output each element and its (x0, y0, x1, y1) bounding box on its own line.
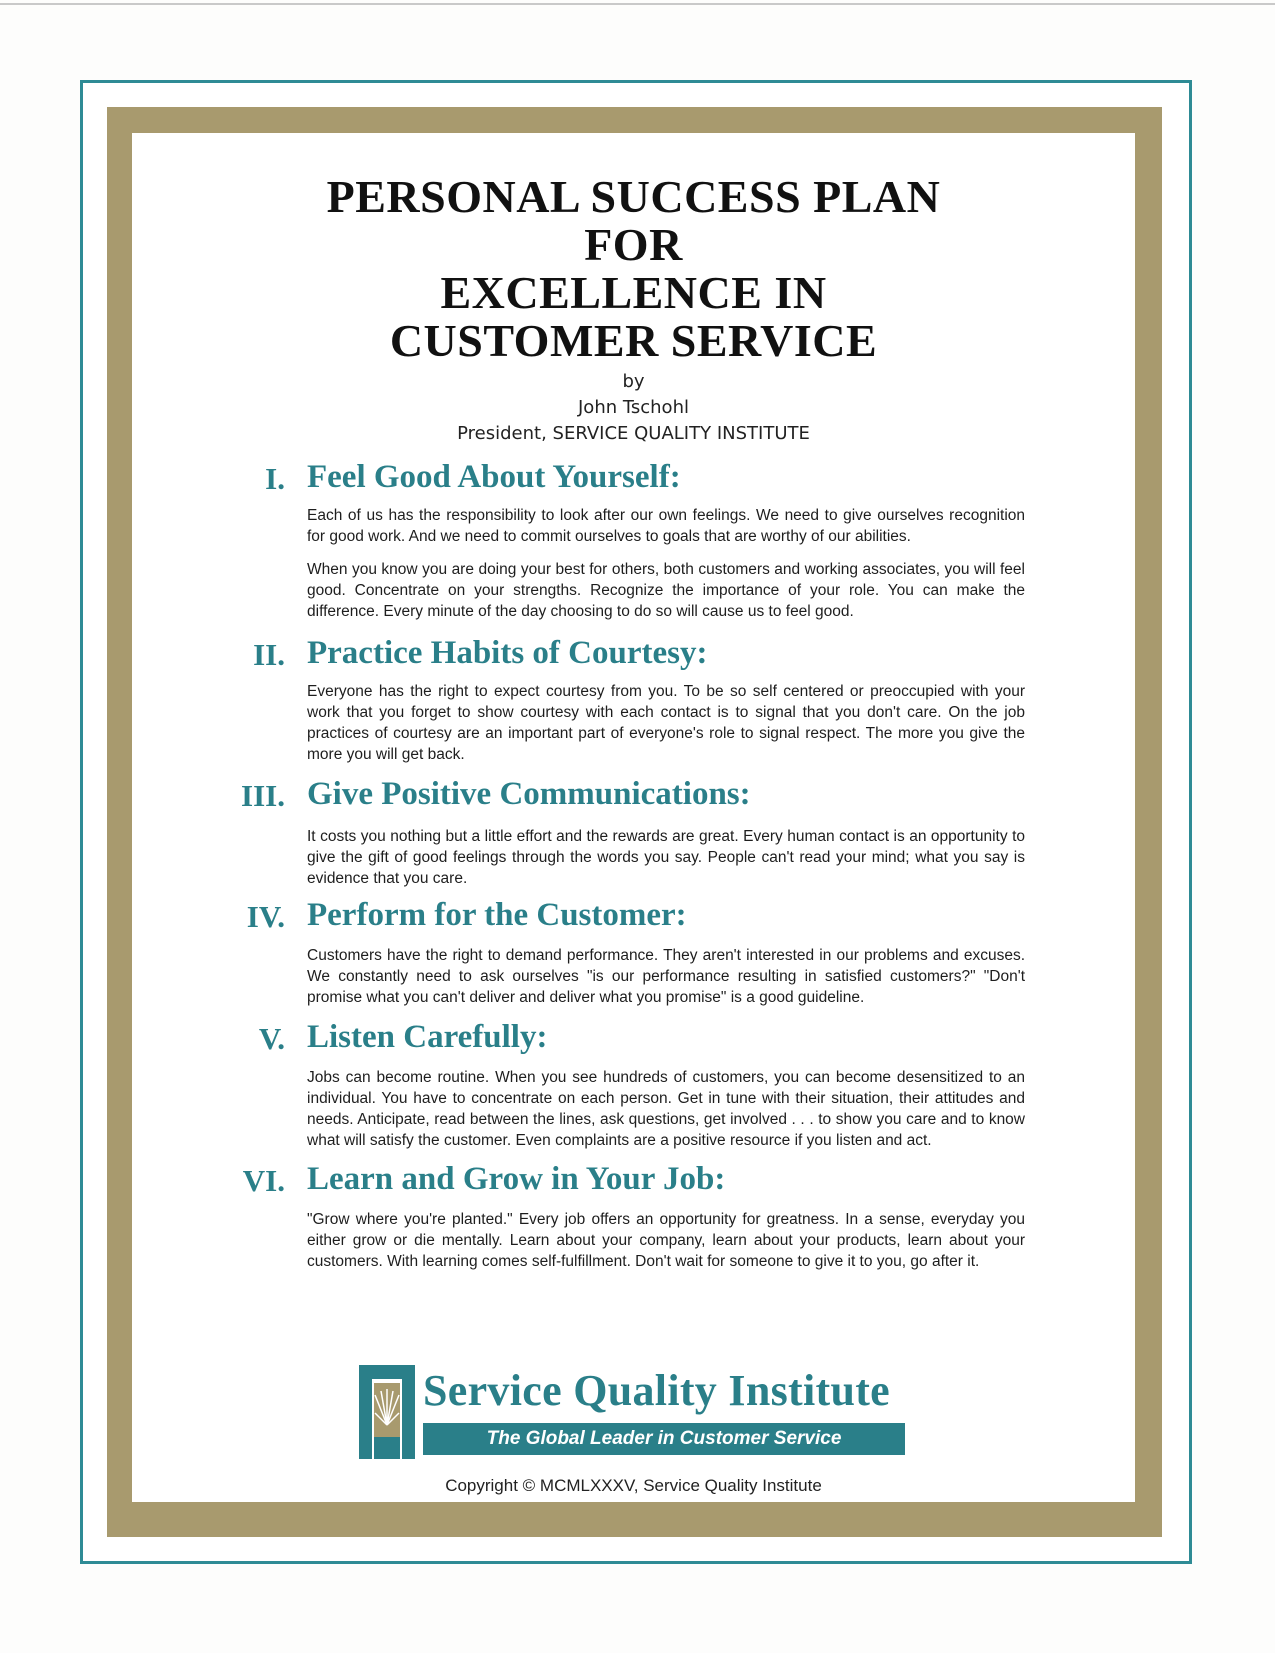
section-numeral: V. (258, 1021, 285, 1056)
logo-tagline: The Global Leader in Customer Service (423, 1423, 905, 1455)
author-role: President, SERVICE QUALITY INSTITUTE (457, 423, 810, 444)
service-quality-institute-logo (357, 1365, 917, 1465)
section-heading: Practice Habits of Courtesy: (307, 635, 708, 671)
section-numeral: IV. (246, 899, 285, 934)
section-paragraph: "Grow where you're planted." Every job offers an opportunity for greatness. In a sense, everyday you either grow or die mentally. Learn about your company, learn about your products, learn about your customers. With learning comes self-fulfillment. Don't wait for someone to give it to you, go after it. (307, 1211, 1025, 1270)
doorway-sunburst-icon (357, 1365, 417, 1459)
title-line-2: FOR (584, 219, 683, 270)
section-heading: Give Positive Communications: (307, 776, 751, 812)
section-paragraph: Everyone has the right to expect courtesy from you. To be so self centered or preoccupied with your work that you forget to show courtesy with each contact is to signal that you don't care. On the job practices of courtesy are an important part of everyone's role to signal respect. The more you give the more you will get back. (307, 683, 1025, 763)
section-body (307, 505, 1025, 634)
document-panel (132, 133, 1135, 1502)
page-title (132, 173, 1135, 365)
byline (132, 369, 1135, 447)
section-heading: Feel Good About Yourself: (307, 459, 681, 495)
section-body (307, 1067, 1025, 1163)
byline-by: by (622, 371, 645, 392)
section-heading: Perform for the Customer: (307, 897, 687, 933)
section-heading: Listen Carefully: (307, 1019, 548, 1055)
section-paragraph: When you know you are doing your best for others, both customers and working associates, you will feel good. Concentrate on your strengths. Recognize the importance of your role. You can make the difference. Every minute of the day choosing to do so will cause us to feel good. (307, 561, 1025, 620)
section-heading: Learn and Grow in Your Job: (307, 1161, 726, 1197)
copyright-notice: Copyright © MCMLXXXV, Service Quality Institute (445, 1476, 822, 1495)
section-numeral: II. (253, 637, 285, 672)
section-paragraph: Each of us has the responsibility to look after our own feelings. We need to give ourselves recognition for good work. And we need to commit ourselves to goals that are worthy of our abilities. (307, 507, 1025, 545)
title-line-3: EXCELLENCE IN (440, 267, 827, 318)
section-numeral: III. (241, 778, 285, 813)
title-line-4: CUSTOMER SERVICE (389, 315, 878, 366)
author-name: John Tschohl (578, 397, 689, 418)
logo-name: Service Quality Institute (423, 1366, 891, 1415)
section-body (307, 681, 1025, 777)
section-paragraph: Jobs can become routine. When you see hundreds of customers, you can become desensitized to an individual. You have to concentrate on each person. Get in tune with their situation, their attitudes and needs. Anticipate, read between the lines, ask questions, get involved . . . to show you care and to know what will satisfy the customer. Even complaints are a positive resource if you listen and act. (307, 1069, 1025, 1149)
title-line-1: PERSONAL SUCCESS PLAN (326, 171, 941, 222)
section-body (307, 1209, 1025, 1284)
top-scan-rule (0, 3, 1275, 5)
section-body (307, 826, 1025, 901)
section-paragraph: It costs you nothing but a little effort and the rewards are great. Every human contact is an opportunity to give the gift of good feelings through the words you say. People can't read your mind; what you say is evidence that you care. (307, 828, 1025, 887)
section-paragraph: Customers have the right to demand performance. They aren't interested in our problems and excuses. We constantly need to ask ourselves "is our performance resulting in satisfied customers?" "Don't promise what you can't deliver and deliver what you promise" is a good guideline. (307, 947, 1025, 1006)
section-numeral: I. (265, 461, 285, 496)
section-body (307, 945, 1025, 1020)
section-numeral: VI. (242, 1163, 285, 1198)
